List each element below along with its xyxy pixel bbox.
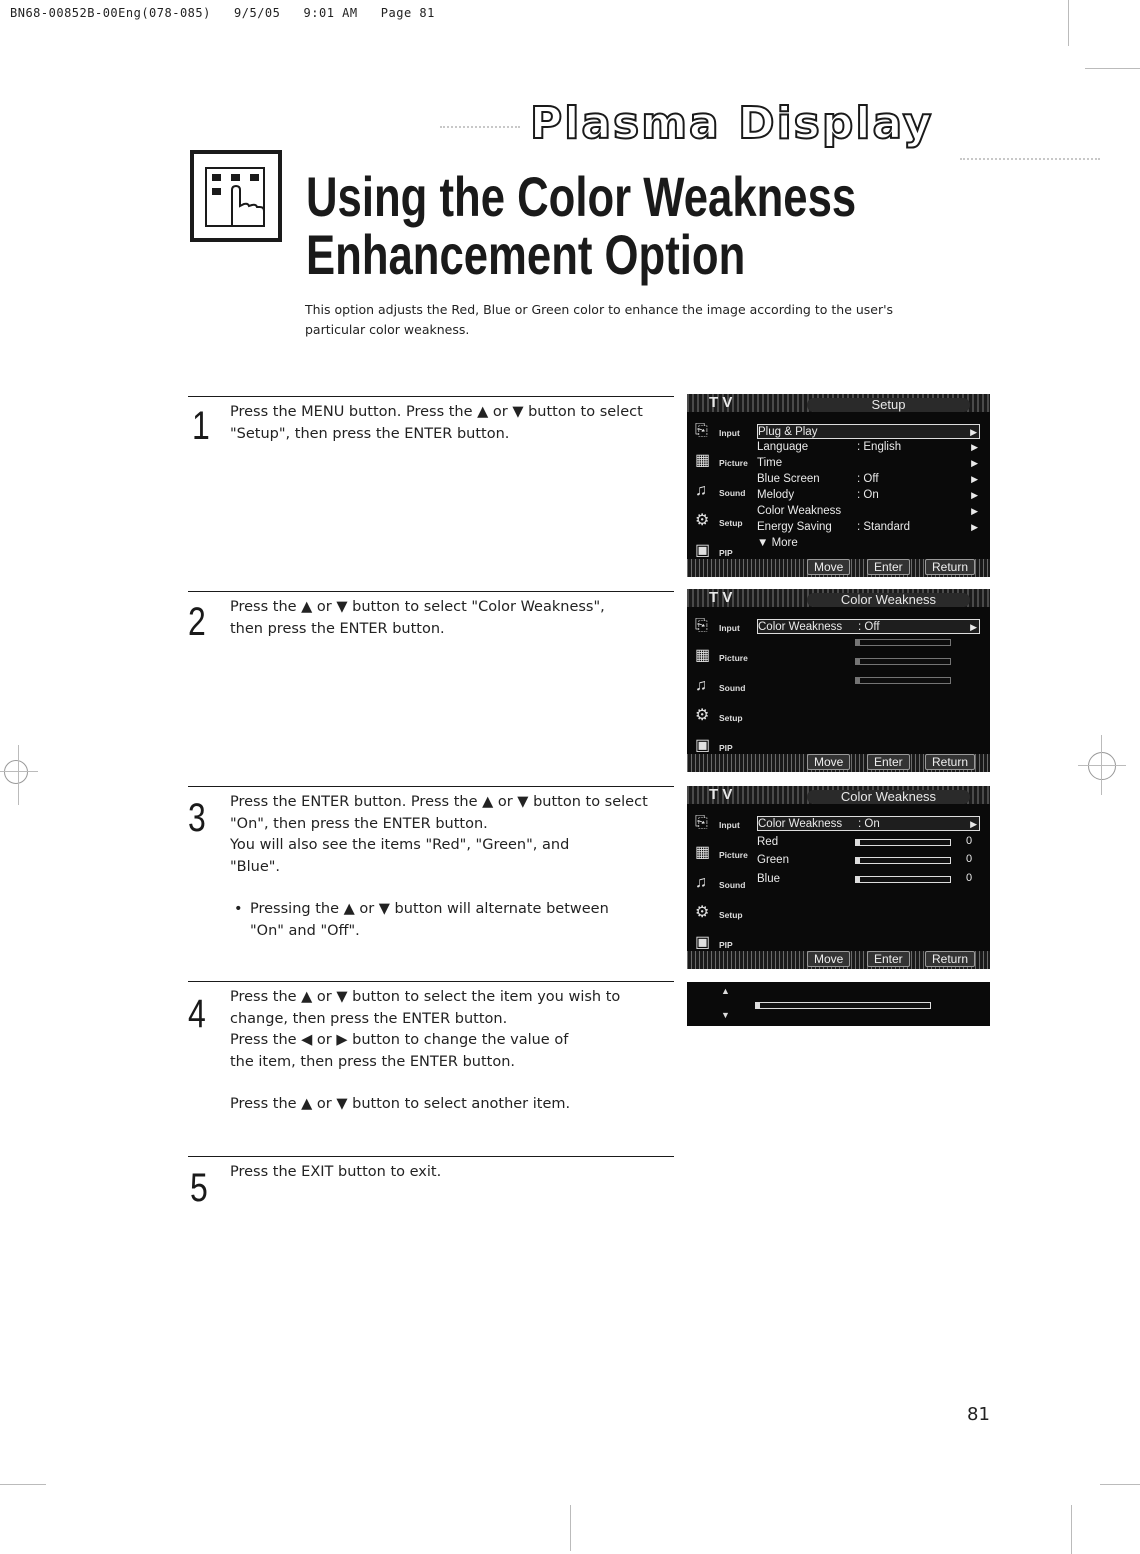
input-icon: ⎘ (695, 422, 708, 439)
osd-return-button: Return (925, 951, 975, 967)
step-number: 5 (190, 1166, 208, 1210)
osd-slider-green (855, 857, 951, 864)
input-icon: ⎘ (695, 814, 708, 831)
picture-icon: ▦ (695, 452, 711, 469)
osd-sidebar-item-input: ⎘ Input (695, 814, 740, 831)
osd-menu-row: Melody : On ▶ (757, 489, 978, 501)
picture-icon: ▦ (695, 647, 711, 664)
osd-tv-label: T V (709, 786, 733, 803)
osd-sidebar-item-setup: ⚙ Setup (695, 512, 743, 529)
osd-menu-row: Time ▶ (757, 457, 978, 469)
step-divider (188, 786, 674, 787)
osd-slider-disabled (855, 639, 951, 646)
step-divider (188, 1156, 674, 1157)
setup-icon: ⚙ (695, 904, 710, 921)
arrow-right-icon: ▶ (971, 490, 978, 500)
osd-enter-button: Enter (867, 951, 910, 967)
step-line: change, then press the ENTER button. (230, 1010, 508, 1027)
osd-screen-slider-adjust (687, 982, 990, 1026)
osd-sidebar-item-picture: ▦ Picture (695, 844, 748, 861)
intro-line: This option adjusts the Red, Blue or Green color to enhance the image according to the user's (305, 302, 894, 317)
step-line: Press the MENU button. Press the ▲ or ▼ button to select (230, 404, 643, 420)
osd-menu-row: Plug & Play ▶ (757, 424, 980, 439)
step-line: "On", then press the ENTER button. (230, 815, 488, 832)
step-bullet (230, 899, 680, 942)
step-number: 4 (188, 992, 206, 1036)
registration-mark-icon (1088, 752, 1116, 780)
crop-mark (570, 1505, 571, 1551)
page-title (306, 165, 914, 286)
step-text (230, 792, 680, 942)
osd-sidebar-item-sound: ♫ Sound (695, 482, 746, 499)
osd-slider-blue (855, 876, 951, 883)
osd-menu-row: Color Weakness : On ▶ (757, 816, 980, 831)
osd-sidebar-item-sound: ♫ Sound (695, 677, 746, 694)
crop-mark (1068, 0, 1069, 46)
osd-enter-button: Enter (867, 559, 910, 575)
step-number: 1 (192, 404, 210, 448)
page-title-line: Enhancement Option (306, 223, 746, 286)
osd-sidebar-item-pip: ▣ PIP (695, 934, 733, 951)
step-line: • Pressing the ▲ or ▼ button will alternate between (250, 901, 609, 917)
crop-mark (0, 771, 38, 772)
osd-menu-row: ▼ More (757, 537, 798, 549)
osd-slider-value: 0 (966, 872, 973, 884)
osd-slider-disabled (855, 677, 951, 684)
banner-decoration (960, 158, 1100, 162)
osd-menu-row: Energy Saving : Standard ▶ (757, 521, 978, 533)
osd-slider-disabled (855, 658, 951, 665)
osd-menu-row: Language : English ▶ (757, 441, 978, 453)
osd-sidebar-item-setup: ⚙ Setup (695, 904, 743, 921)
osd-move-button: Move (807, 951, 850, 967)
osd-menu-title: Setup (807, 398, 970, 412)
osd-sidebar-item-setup: ⚙ Setup (695, 707, 743, 724)
osd-menu-row: Color Weakness ▶ (757, 505, 978, 517)
step-divider (188, 591, 674, 592)
osd-menu-row-red: Red (757, 836, 779, 848)
osd-sidebar-item-input: ⎘ Input (695, 617, 740, 634)
step-text (230, 1162, 680, 1184)
arrow-right-icon: ▶ (971, 442, 978, 452)
step-divider (188, 396, 674, 397)
step-number: 2 (188, 600, 206, 644)
osd-move-button: Move (807, 754, 850, 770)
arrow-right-icon: ▶ (970, 819, 977, 829)
step-line: Press the EXIT button to exit. (230, 1164, 442, 1180)
setup-icon: ⚙ (695, 707, 710, 724)
intro-line: particular color weakness. (305, 322, 470, 337)
osd-sidebar-item-pip: ▣ PIP (695, 542, 733, 559)
arrow-right-icon: ▶ (970, 622, 977, 632)
osd-screen-color-weakness-on (687, 786, 990, 969)
osd-slider-value: 0 (966, 853, 973, 865)
osd-sidebar-item-sound: ♫ Sound (695, 874, 746, 891)
remote-hand-icon (190, 150, 282, 242)
osd-tv-label: T V (709, 394, 733, 411)
step-line: then press the ENTER button. (230, 620, 445, 637)
osd-sidebar (693, 812, 753, 962)
step-line: Press the ENTER button. Press the ▲ or ▼ button to select (230, 794, 648, 810)
step-line: "Blue". (230, 858, 281, 875)
osd-menu-row-blue: Blue (757, 873, 781, 885)
crop-mark (1071, 1505, 1072, 1554)
step-text (230, 597, 680, 640)
osd-screen-color-weakness-off (687, 589, 990, 772)
crop-mark (18, 745, 19, 805)
page-title-line: Using the Color Weakness (306, 165, 857, 228)
step-number: 3 (188, 796, 206, 840)
pip-icon: ▣ (695, 934, 711, 951)
osd-menu-title: Color Weakness (807, 593, 970, 607)
arrow-right-icon: ▶ (971, 522, 978, 532)
osd-enter-button: Enter (867, 754, 910, 770)
osd-menu-title: Color Weakness (807, 790, 970, 804)
banner-title: Plasma Display (530, 98, 934, 149)
arrow-up-icon: ▲ (721, 986, 730, 996)
print-header: BN68-00852B-00Eng(078-085) 9/5/05 9:01 AM Page 81 (10, 6, 435, 20)
osd-menu-row-green: Green (757, 854, 789, 866)
osd-slider (755, 1002, 931, 1009)
osd-sidebar-item-input: ⎘ Input (695, 422, 740, 439)
sound-icon: ♫ (695, 874, 707, 891)
setup-icon: ⚙ (695, 512, 710, 529)
crop-mark (1101, 735, 1102, 795)
arrow-right-icon: ▶ (971, 458, 978, 468)
crop-mark (0, 1484, 46, 1485)
step-line: You will also see the items "Red", "Green", and (230, 837, 570, 853)
step-line: Press the ▲ or ▼ button to select the item you wish to (230, 989, 621, 1005)
page-number: 81 (967, 1404, 990, 1425)
arrow-right-icon: ▶ (971, 506, 978, 516)
pip-icon: ▣ (695, 542, 711, 559)
step-text (230, 402, 680, 445)
osd-sidebar (693, 615, 753, 765)
step-line: Press the ▲ or ▼ button to select "Color Weakness", (230, 599, 605, 615)
osd-menu-row: Color Weakness : Off ▶ (757, 619, 980, 634)
osd-sidebar (693, 420, 753, 570)
sound-icon: ♫ (695, 677, 707, 694)
osd-sidebar-item-picture: ▦ Picture (695, 452, 748, 469)
input-icon: ⎘ (695, 617, 708, 634)
banner-decoration (440, 126, 520, 130)
step-line: Press the ◀ or ▶ button to change the value of (230, 1032, 569, 1048)
arrow-down-icon: ▼ (721, 1010, 730, 1020)
crop-mark (1078, 765, 1126, 766)
osd-return-button: Return (925, 754, 975, 770)
arrow-right-icon: ▶ (970, 427, 977, 437)
sound-icon: ♫ (695, 482, 707, 499)
osd-sidebar-item-picture: ▦ Picture (695, 647, 748, 664)
step-line: the item, then press the ENTER button. (230, 1053, 516, 1070)
step-text (230, 987, 680, 1116)
registration-mark-icon (4, 760, 28, 784)
step-line: "Setup", then press the ENTER button. (230, 425, 510, 442)
step-divider (188, 981, 674, 982)
intro-text (305, 300, 965, 340)
picture-icon: ▦ (695, 844, 711, 861)
osd-move-button: Move (807, 559, 850, 575)
osd-tv-label: T V (709, 589, 733, 606)
osd-slider-red (855, 839, 951, 846)
arrow-right-icon: ▶ (971, 474, 978, 484)
osd-menu-row: Blue Screen : Off ▶ (757, 473, 978, 485)
step-line: "On" and "Off". (250, 922, 360, 939)
crop-mark (1100, 1484, 1140, 1485)
osd-return-button: Return (925, 559, 975, 575)
osd-sidebar-item-pip: ▣ PIP (695, 737, 733, 754)
crop-mark (1085, 68, 1140, 69)
pip-icon: ▣ (695, 737, 711, 754)
osd-screen-setup (687, 394, 990, 577)
step-line: Press the ▲ or ▼ button to select another item. (230, 1096, 571, 1112)
osd-slider-value: 0 (966, 835, 973, 847)
